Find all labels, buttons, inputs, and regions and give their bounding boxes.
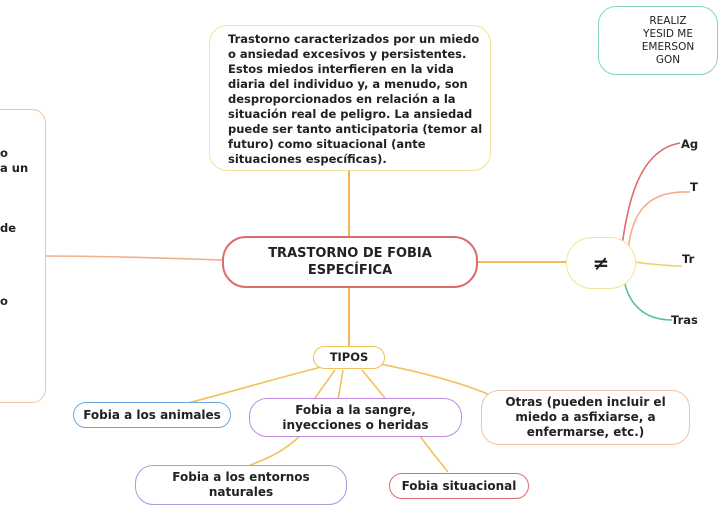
description-line: diaria del individuo y, a menudo, son — [228, 77, 468, 91]
branch-t — [628, 192, 690, 250]
type-others-line: enfermarse, etc.) — [526, 425, 645, 439]
branch-ag — [622, 143, 680, 246]
left-box-fragment-1: o — [0, 146, 8, 160]
link-central-left-box — [46, 256, 222, 260]
central-topic-line: TRASTORNO DE FOBIA — [268, 246, 432, 261]
description-line: futuro) como situacional (ante — [228, 137, 426, 151]
type-situational-node[interactable] — [389, 473, 529, 499]
type-others-line: Otras (pueden incluir el — [505, 395, 666, 409]
left-box-fragment-4: o — [0, 294, 8, 308]
link-types-blood — [338, 370, 343, 400]
type-others-text — [505, 395, 665, 440]
description-line: desproporcionados en relación a la — [228, 92, 456, 106]
types-node[interactable] — [313, 346, 385, 369]
type-situational-label: Fobia situacional — [401, 478, 517, 493]
description-line: o ansiedad excesivos y persistentes. — [228, 47, 467, 61]
type-blood-line: Fobia a la sangre, — [295, 402, 416, 417]
credits-line: EMERSON — [641, 40, 695, 53]
credits-line: REALIZ — [649, 14, 687, 27]
type-natural-text — [172, 470, 309, 500]
credits-text — [623, 15, 713, 67]
not-equal-node[interactable] — [566, 237, 636, 289]
type-animals-node[interactable] — [73, 402, 231, 428]
branch-label-tr[interactable]: Tr — [682, 252, 695, 266]
link-types-blood-3 — [362, 370, 385, 398]
types-label: TIPOS — [329, 350, 369, 364]
link-blood-situational — [420, 436, 448, 472]
branch-tras — [624, 280, 672, 320]
central-topic-line: ESPECÍFICA — [307, 263, 393, 278]
type-others-line: miedo a asfixiarse, a — [515, 410, 656, 424]
link-blood-natural — [250, 436, 300, 465]
branch-label-ag[interactable]: Ag — [681, 137, 699, 151]
left-box-fragment-2: a un — [0, 161, 29, 175]
description-line: Trastorno caracterizados por un miedo — [228, 32, 480, 46]
type-blood-text — [282, 403, 428, 433]
description-line: situación real de peligro. La ansiedad — [228, 107, 473, 121]
branch-tr — [634, 262, 682, 266]
description-line: situaciones específicas). — [228, 152, 387, 166]
link-types-others — [380, 364, 490, 395]
description-line: Estos miedos interfieren en la vida — [228, 62, 454, 76]
not-equal-icon: ≠ — [592, 251, 610, 275]
type-natural-line: Fobia a los entornos — [172, 470, 310, 484]
type-animals-label: Fobia a los animales — [83, 407, 221, 422]
branch-label-t[interactable]: T — [690, 180, 698, 194]
type-natural-node[interactable] — [135, 465, 347, 505]
link-types-blood-2 — [315, 370, 335, 398]
credits-line: YESID ME — [643, 27, 693, 40]
left-box-fragment-3: de — [0, 221, 17, 235]
credits-line: GON — [655, 53, 681, 66]
description-line: puede ser tanto anticipatoria (temor al — [228, 122, 483, 136]
description-node[interactable] — [209, 25, 491, 171]
type-others-node[interactable] — [481, 390, 690, 445]
description-text — [228, 32, 482, 167]
central-topic-text — [268, 245, 432, 279]
type-natural-line: naturales — [208, 485, 274, 499]
branch-label-tras[interactable]: Tras — [671, 313, 698, 327]
type-blood-line: inyecciones o heridas — [282, 417, 429, 432]
credits-box[interactable] — [598, 6, 718, 75]
central-topic[interactable] — [222, 236, 478, 288]
type-blood-node[interactable] — [249, 398, 462, 437]
